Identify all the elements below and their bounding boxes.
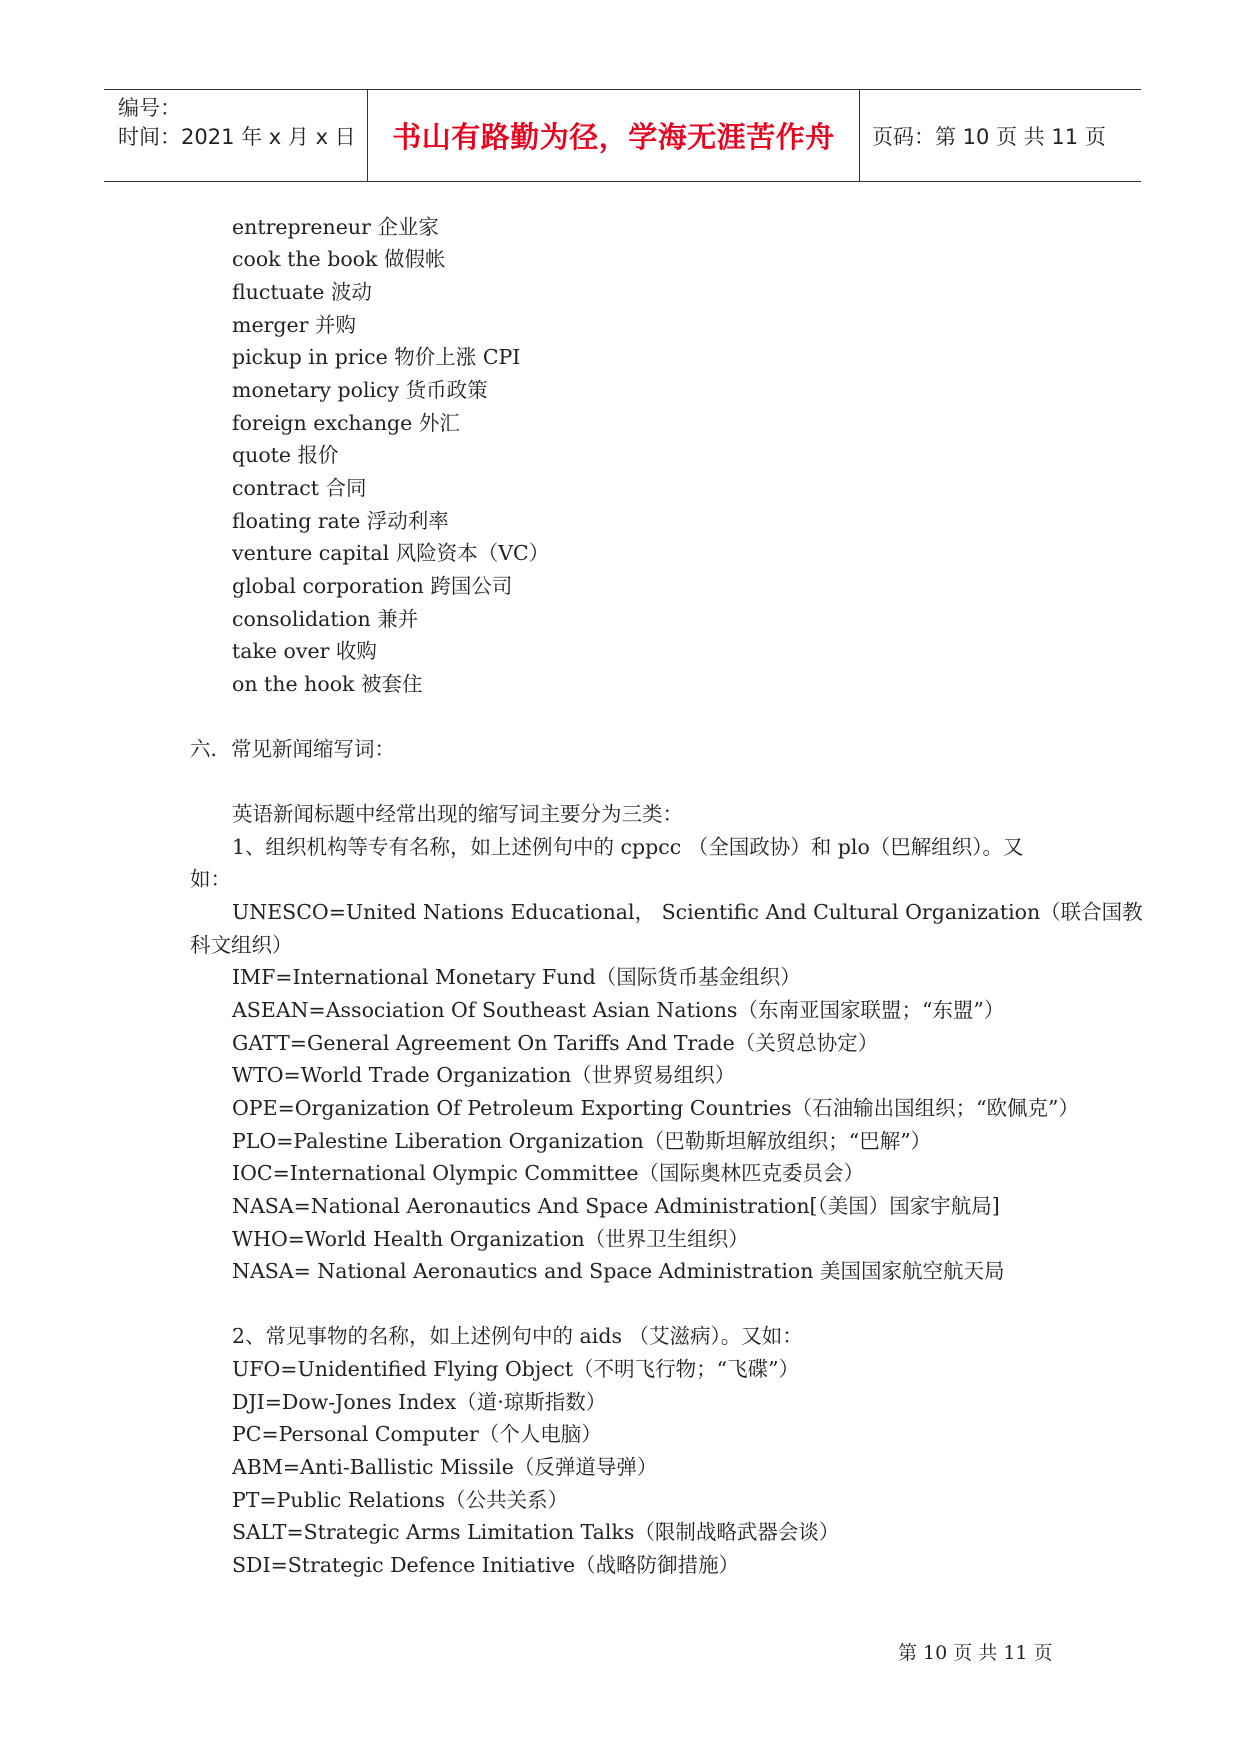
- category-one-text-cont: 如：: [190, 867, 231, 891]
- document-time-label: 时间：2021 年 x 月 x 日: [118, 125, 356, 149]
- abbreviation-item: SDI=Strategic Defence Initiative（战略防御措施）: [232, 1553, 740, 1577]
- category-two-text: 2、常见事物的名称，如上述例句中的 aids （艾滋病）。又如：: [232, 1324, 803, 1348]
- abbreviation-item: PT=Public Relations（公共关系）: [232, 1488, 569, 1512]
- abbreviation-item: NASA= National Aeronautics and Space Administration 美国国家航空航天局: [232, 1259, 1005, 1283]
- intro-paragraph: 英语新闻标题中经常出现的缩写词主要分为三类：: [232, 802, 683, 826]
- abbreviation-item: UFO=Unidentified Flying Object（不明飞行物；“飞碟”）: [232, 1357, 800, 1381]
- document-number-label: 编号：: [118, 96, 181, 120]
- header-page-info: 页码：第 10 页 共 11 页: [872, 124, 1106, 149]
- abbreviation-item: OPE=Organization Of Petroleum Exporting Countries（石油输出国组织；“欧佩克”）: [232, 1096, 1080, 1120]
- vocab-item: entrepreneur 企业家: [232, 215, 439, 239]
- abbreviation-item: IMF=International Monetary Fund（国际货币基金组织）: [232, 965, 801, 989]
- vocab-item: global corporation 跨国公司: [232, 574, 513, 598]
- abbreviation-item: ABM=Anti-Ballistic Missile（反弹道导弹）: [232, 1455, 658, 1479]
- header-motto: 书山有路勤为径，学海无涯苦作舟: [368, 90, 860, 181]
- vocab-item: consolidation 兼并: [232, 607, 419, 631]
- vocab-item: foreign exchange 外汇: [232, 411, 460, 435]
- abbreviation-item: PC=Personal Computer（个人电脑）: [232, 1422, 602, 1446]
- abbreviation-item-cont: 科文组织）: [190, 933, 293, 957]
- section-title: 六．常见新闻缩写词：: [190, 737, 395, 761]
- category-one-text: 1、组织机构等专有名称，如上述例句中的 cppcc （全国政协）和 plo（巴解组织）。又: [232, 835, 1024, 859]
- abbreviation-item: UNESCO=United Nations Educational， Scientific And Cultural Organization（联合国教: [232, 900, 1143, 924]
- vocab-item: monetary policy 货币政策: [232, 378, 488, 402]
- abbreviation-item: GATT=General Agreement On Tariffs And Trade（关贸总协定）: [232, 1031, 879, 1055]
- abbreviation-item: SALT=Strategic Arms Limitation Talks（限制战略武器会谈）: [232, 1520, 840, 1544]
- vocab-item: venture capital 风险资本（VC）: [232, 541, 550, 565]
- vocab-item: cook the book 做假帐: [232, 247, 446, 271]
- page-header: [104, 89, 1141, 182]
- abbreviation-item: DJI=Dow-Jones Index（道·琼斯指数）: [232, 1390, 607, 1414]
- vocab-item: floating rate 浮动利率: [232, 509, 449, 533]
- header-meta: [104, 90, 368, 181]
- abbreviation-item: IOC=International Olympic Committee（国际奥林匹克委员会）: [232, 1161, 865, 1185]
- page-footer: 第 10 页 共 11 页: [898, 1642, 1053, 1664]
- abbreviation-item: PLO=Palestine Liberation Organization（巴勒斯坦解放组织；“巴解”）: [232, 1129, 932, 1153]
- abbreviation-item: ASEAN=Association Of Southeast Asian Nations（东南亚国家联盟；“东盟”）: [232, 998, 1005, 1022]
- vocab-item: on the hook 被套住: [232, 672, 423, 696]
- vocab-item: quote 报价: [232, 443, 339, 467]
- vocab-item: take over 收购: [232, 639, 377, 663]
- vocab-item: fluctuate 波动: [232, 280, 372, 304]
- abbreviation-item: NASA=National Aeronautics And Space Administration[（美国）国家宇航局]: [232, 1194, 1000, 1218]
- abbreviation-item: WTO=World Trade Organization（世界贸易组织）: [232, 1063, 736, 1087]
- vocab-item: merger 并购: [232, 313, 356, 337]
- vocab-item: pickup in price 物价上涨 CPI: [232, 345, 521, 369]
- vocab-item: contract 合同: [232, 476, 367, 500]
- abbreviation-item: WHO=World Health Organization（世界卫生组织）: [232, 1227, 749, 1251]
